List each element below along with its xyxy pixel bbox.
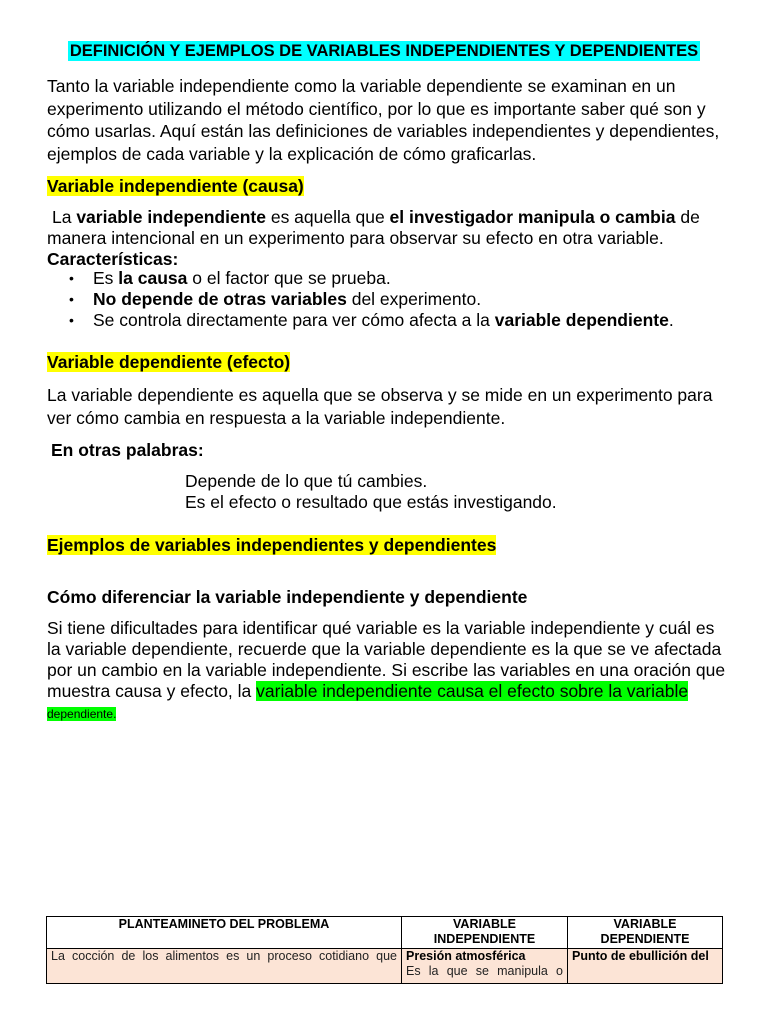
dependent-title: Punto de ebullición del [572,949,709,963]
bullet-bold: la causa [118,268,188,288]
bullet-post: . [668,310,674,330]
header-dependent: VARIABLE DEPENDIENTE [568,917,723,949]
independent-text: Es la que se manipula o [406,964,563,978]
bullet-bold: No depende de otras variables [93,289,347,309]
def-bold: el investigador manipula o cambia [389,207,676,227]
dependent-definition: La variable dependiente es aquella que se observa y se mide en un experimento para ver cómo cambia en respuesta a la variable independiente. [47,385,713,428]
def-mid: es aquella que [265,207,390,227]
differentiate-heading: Cómo diferenciar la variable independiente y dependiente [47,587,528,607]
def-suffix: de manera intencional en un experimento para observar su efecto en otra variable. [47,207,700,248]
dependent-heading-line [47,351,727,374]
characteristics-label: Características: [47,249,179,269]
cell-dependent [568,949,723,984]
differentiate-highlight-end: dependiente. [47,707,117,721]
table-header-row [47,917,723,949]
independent-heading-line [47,175,727,198]
cell-independent [402,949,568,984]
list-item [47,289,727,310]
dependent-heading: Variable dependiente (efecto) [47,352,291,372]
intro-paragraph: Tanto la variable independiente como la variable dependiente se examinan en un experimento utilizando el método científico, por lo que es importante saber qué son y cómo usarlas. Aquí están las definiciones de variables independientes y dependientes, ejemplos de cada variable y la explicación de cómo graficarlas. [47,76,720,164]
characteristics-label-line [47,249,727,270]
examples-heading-line [47,534,727,557]
differentiate-paragraph [47,618,727,725]
differentiate-highlight: variable independiente causa el efecto sobre la variable [256,681,689,701]
bullet-icon: • [69,312,74,328]
bullet-post: del experimento. [346,289,482,309]
independent-definition [47,207,727,249]
problem-text: La cocción de los alimentos es un proceso cotidiano que [51,949,397,963]
differentiate-heading-line [47,586,727,609]
header-problem: PLANTEAMINETO DEL PROBLEMA [47,917,402,949]
in-other-words-label: En otras palabras: [51,440,204,460]
independent-heading: Variable independiente (causa) [47,176,304,196]
bullet-pre: Se controla directamente para ver cómo afecta a la [93,310,495,330]
bullet-icon: • [69,270,74,286]
title-container [0,42,768,61]
bullet-bold: variable dependiente [494,310,669,330]
bullet-post: o el factor que se prueba. [187,268,391,288]
page-title: DEFINICIÓN Y EJEMPLOS DE VARIABLES INDEPENDIENTES Y DEPENDIENTES [69,42,699,60]
list-item [47,310,727,331]
differentiate-text: Si tiene dificultades para identificar qué variable es la variable independiente y cuál es la variable dependiente, recuerde que la variable dependiente es la que se ve afectada por un cambio en la variable independiente. Si escribe las variables en una oración que muestra causa y efecto, la [47,618,726,701]
bullet-pre: Es [93,268,119,288]
header-independent: VARIABLE INDEPENDIENTE [402,917,568,949]
table-row [47,949,723,984]
characteristics-list [47,268,727,331]
dependent-line: Depende de lo que tú cambies. [185,471,428,491]
examples-heading: Ejemplos de variables independientes y dependientes [47,535,497,555]
def-term: variable independiente [76,207,266,227]
in-other-words-line [47,439,731,462]
list-item [47,268,727,289]
variables-table [46,916,723,984]
dependent-lines [185,471,725,513]
independent-title: Presión atmosférica [406,949,526,963]
dependent-line: Es el efecto o resultado que estás investigando. [185,492,557,512]
bullet-icon: • [69,291,74,307]
def-prefix: La [52,207,77,227]
cell-problem [47,949,402,984]
